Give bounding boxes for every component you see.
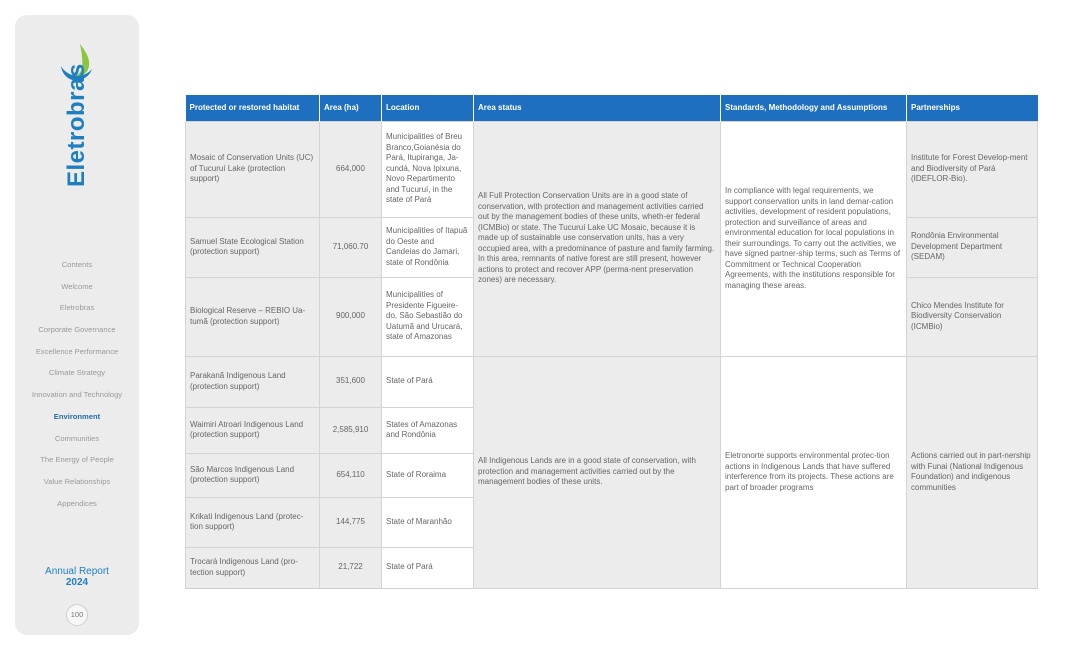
location-cell: State of Maranhão: [382, 497, 474, 547]
partnership-cell-indigenous-lands: Actions carried out in part-nership with Funai (National Indigenous Foundation) and indigenous communities: [907, 356, 1038, 588]
sidebar-nav: [15, 254, 139, 514]
area-cell: 900,000: [320, 277, 382, 356]
sidebar-item-eletrobras[interactable]: Eletrobras: [59, 303, 95, 313]
location-cell: Municipalities of Breu Branco,Goianésia do Pará, Itupiranga, Ja-cundá, Nova Ipixuna, Novo Repartimento and Tucuruí, in the state of Pará: [382, 121, 474, 217]
partnership-cell: Rondônia Environmental Development Department (SEDAM): [907, 217, 1038, 277]
sidebar-item-appendices[interactable]: Appendices: [57, 498, 97, 508]
sidebar-item-climate-strategy[interactable]: Climate Strategy: [48, 368, 106, 378]
sidebar-item-corporate-governance[interactable]: Corporate Governance: [38, 325, 116, 335]
sidebar-item-innovation-technology[interactable]: Innovation and Technology: [31, 390, 123, 400]
area-cell: 664,000: [320, 121, 382, 217]
sidebar-item-value-relationships[interactable]: Value Relationships: [43, 476, 111, 486]
area-cell: 71,060.70: [320, 217, 382, 277]
area-cell: 2,585,910: [320, 407, 382, 453]
habitat-cell: Mosaic of Conservation Units (UC) of Tucuruí Lake (protection support): [186, 121, 320, 217]
location-cell: Municipalities of Presidente Figueire-do, São Sebastião do Uatumã and Urucará, state of Amazonas: [382, 277, 474, 356]
status-cell-indigenous-lands: All Indigenous Lands are in a good state of conservation, with protection and management activities carried out by the management bodies of these units.: [474, 356, 721, 588]
standards-cell-indigenous-lands: Eletronorte supports environmental protec-tion actions in Indigenous Lands that have suffered interference from its projects. These actions are part of broader programs: [721, 356, 907, 588]
sidebar-item-communities[interactable]: Communities: [54, 433, 100, 443]
location-cell: States of Amazonas and Rondônia: [382, 407, 474, 453]
area-cell: 654,110: [320, 453, 382, 497]
habitat-cell: Trocará Indigenous Land (pro-tection support): [186, 547, 320, 588]
report-year: 2024: [65, 577, 89, 588]
habitat-cell: São Marcos Indigenous Land (protection support): [186, 453, 320, 497]
partnership-cell: Chico Mendes Institute for Biodiversity Conservation (ICMBio): [907, 277, 1038, 356]
partnership-cell: Institute for Forest Develop-ment and Biodiversity of Pará (IDEFLOR-Bio).: [907, 121, 1038, 217]
sidebar-item-contents[interactable]: Contents: [61, 260, 93, 269]
location-cell: State of Pará: [382, 356, 474, 407]
sidebar-item-excellence-performance[interactable]: Excellence Performance: [35, 346, 119, 356]
report-label: Annual Report: [45, 566, 109, 577]
location-cell: State of Roraima: [382, 453, 474, 497]
habitat-cell: Parakanã Indigenous Land (protection support): [186, 356, 320, 407]
sidebar-item-environment[interactable]: Environment: [53, 411, 101, 421]
area-cell: 21,722: [320, 547, 382, 588]
location-cell: Municipalities of Itapuã do Oeste and Candeias do Jamari, state of Rondônia: [382, 217, 474, 277]
area-cell: 351,600: [320, 356, 382, 407]
habitat-cell: Krikati Indigenous Land (protec-tion support): [186, 497, 320, 547]
brand-wordmark: Eletrobras: [63, 63, 90, 187]
table-header-row: [186, 95, 1038, 121]
header-location: Location: [382, 95, 474, 121]
habitat-cell: Waimiri Atroari Indigenous Land (protection support): [186, 407, 320, 453]
sidebar: [15, 15, 139, 635]
habitat-cell: Biological Reserve – REBIO Ua-tumã (protection support): [186, 277, 320, 356]
location-cell: State of Pará: [382, 547, 474, 588]
page-number: 100: [66, 604, 88, 626]
header-area: Area (ha): [320, 95, 382, 121]
habitat-table: [185, 95, 1038, 589]
header-status: Area status: [474, 95, 721, 121]
status-cell-conservation-units: All Full Protection Conservation Units are in a good state of conservation, with protection and management activities carried out by the management bodies of these units, wheth-er federal (ICMBio) or state. The Tucuruí Lake UC Mosaic, because it is made up of sustainable use conservation units, has a very occupied area, with a predominance of pasture and family farming. In this area, remnants of native forest are still present, however actions to protect and recover APP (perma-nent preservation zones) are necessary.: [474, 121, 721, 356]
header-habitat: Protected or restored habitat: [186, 95, 320, 121]
standards-cell-conservation-units: In compliance with legal requirements, we support conservation units in land demar-cation activities, development of resident populations, protection and surveillance of areas and environmental education for local populations in their surroundings. To carry out the activities, we have signed partner-ship terms, such as Terms of Commitment or Technical Cooperation Agreements, with the institutions responsible for managing these areas.: [721, 121, 907, 356]
table-row: [186, 121, 1038, 217]
sidebar-item-welcome[interactable]: Welcome: [61, 281, 93, 291]
header-partnerships: Partnerships: [907, 95, 1038, 121]
area-cell: 144,775: [320, 497, 382, 547]
table-row: [186, 356, 1038, 407]
sidebar-item-energy-of-people[interactable]: The Energy of People: [40, 455, 114, 465]
header-standards: Standards, Methodology and Assumptions: [721, 95, 907, 121]
habitat-cell: Samuel State Ecological Station (protection support): [186, 217, 320, 277]
